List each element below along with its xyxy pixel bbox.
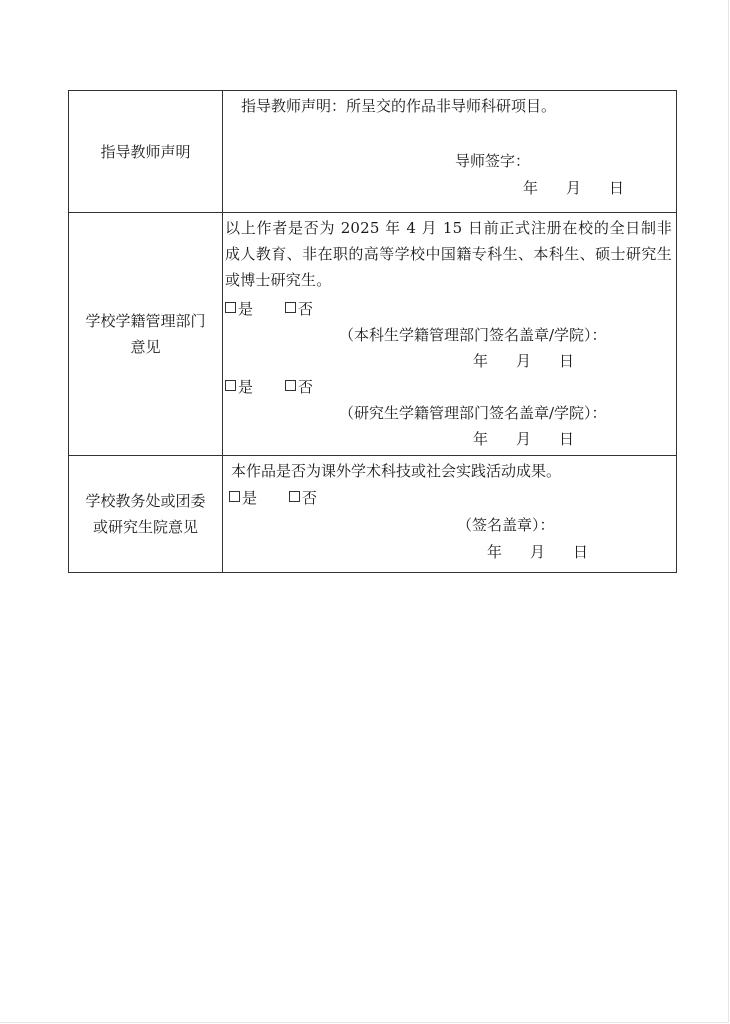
advisor-declaration-row: [69, 91, 677, 213]
date-day: 日: [559, 352, 575, 370]
advisor-declaration-statement: 指导教师声明：所呈交的作品非导师科研项目。: [241, 97, 557, 115]
date-month: 月: [516, 430, 532, 448]
grad-sign-date: [473, 426, 574, 452]
registrar-opinion-statement: 以上作者是否为 2025 年 4 月 15 日前正式注册在校的全日制非成人教育、非在职的高等学校中国籍专科生、本科生、硕士研究生或博士研究生。: [225, 219, 672, 289]
academic-affairs-sign-date: [487, 539, 588, 565]
advisor-declaration-label: 指导教师声明: [100, 142, 191, 161]
grad-options: [225, 374, 313, 400]
grad-yes-option[interactable]: [225, 378, 253, 396]
academic-affairs-content-cell: [223, 456, 677, 573]
checkbox-icon[interactable]: [289, 491, 300, 502]
date-month: 月: [530, 543, 546, 561]
advisor-signature-label: 导师签字：: [455, 152, 531, 170]
undergrad-sign-label: （本科生学籍管理部门签名盖章/学院）：: [339, 326, 607, 344]
registrar-opinion-label-line1: 学校学籍管理部门: [85, 312, 206, 330]
date-year: 年: [523, 179, 539, 197]
academic-affairs-options: [229, 485, 317, 511]
registrar-opinion-label-cell: [69, 213, 223, 456]
academic-affairs-opinion-row: [69, 456, 677, 573]
academic-no-option[interactable]: [289, 489, 317, 507]
registrar-opinion-label-line2: 意见: [130, 338, 161, 356]
advisor-signature-date: [523, 175, 624, 201]
date-year: 年: [473, 430, 489, 448]
undergrad-yes-option[interactable]: [225, 300, 253, 318]
date-day: 日: [559, 430, 575, 448]
academic-affairs-statement: 本作品是否为课外学术科技或社会实践活动成果。: [231, 462, 562, 480]
registrar-opinion-content-cell: [223, 213, 677, 456]
advisor-declaration-label-cell: [69, 91, 223, 213]
option-yes-label: 是: [238, 300, 254, 318]
academic-affairs-label-cell: [69, 456, 223, 573]
checkbox-icon[interactable]: [225, 380, 236, 391]
date-day: 日: [609, 179, 625, 197]
academic-affairs-sign-label: （签名盖章）：: [457, 516, 555, 534]
date-month: 月: [566, 179, 582, 197]
checkbox-icon[interactable]: [285, 380, 296, 391]
checkbox-icon[interactable]: [225, 302, 236, 313]
date-day: 日: [573, 543, 589, 561]
approval-form-table: [68, 90, 677, 573]
checkbox-icon[interactable]: [285, 302, 296, 313]
registrar-opinion-row: [69, 213, 677, 456]
undergrad-options: [225, 296, 313, 322]
academic-yes-option[interactable]: [229, 489, 257, 507]
grad-sign-label: （研究生学籍管理部门签名盖章/学院）：: [339, 404, 607, 422]
advisor-declaration-content-cell: [223, 91, 677, 213]
date-year: 年: [487, 543, 503, 561]
date-month: 月: [516, 352, 532, 370]
checkbox-icon[interactable]: [229, 491, 240, 502]
option-no-label: 否: [298, 300, 314, 318]
option-no-label: 否: [302, 489, 318, 507]
option-yes-label: 是: [238, 378, 254, 396]
undergrad-no-option[interactable]: [285, 300, 313, 318]
grad-no-option[interactable]: [285, 378, 313, 396]
option-no-label: 否: [298, 378, 314, 396]
academic-affairs-label-line2: 或研究生院意见: [92, 518, 198, 536]
option-yes-label: 是: [242, 489, 258, 507]
date-year: 年: [473, 352, 489, 370]
undergrad-sign-date: [473, 348, 574, 374]
academic-affairs-label-line1: 学校教务处或团委: [85, 492, 206, 510]
